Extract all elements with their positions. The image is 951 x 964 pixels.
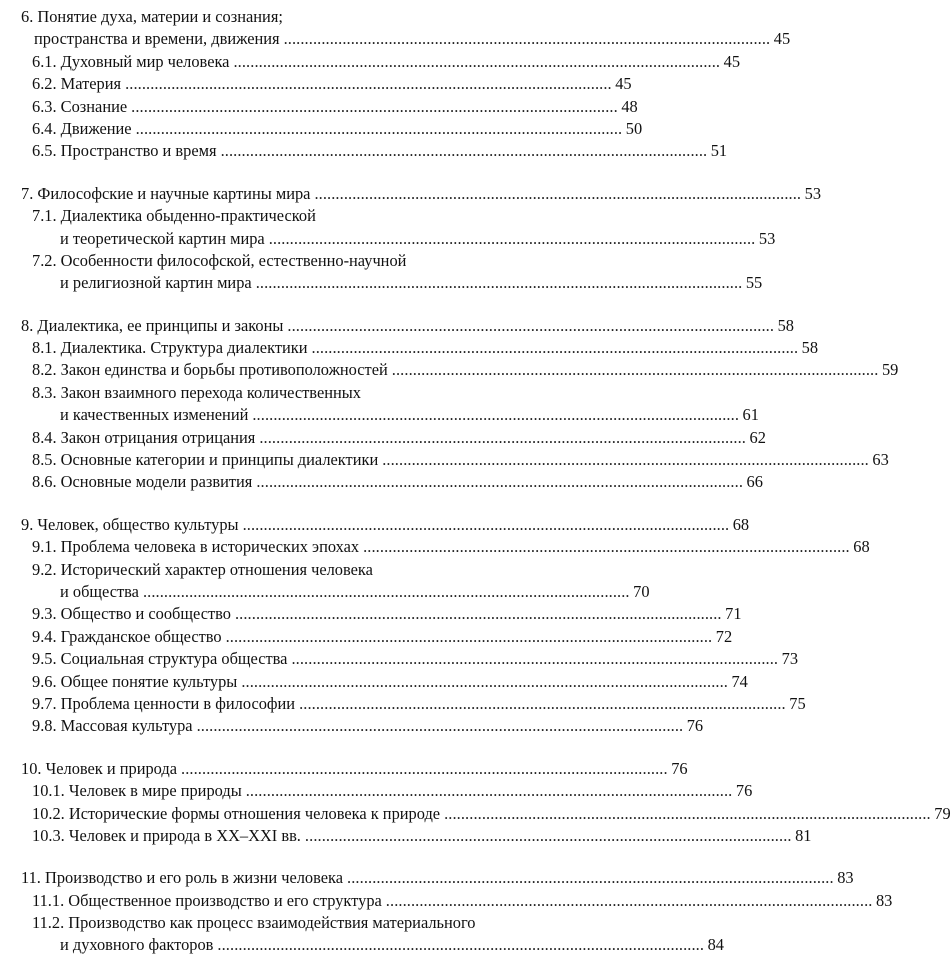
dot-leader (252, 404, 737, 426)
subsection-title: 9.6. Общее понятие культуры (32, 671, 238, 691)
page-number: 48 (621, 96, 638, 116)
page-number: 66 (746, 472, 763, 492)
subsection-title: 10.3. Человек и природа в XX–XXI вв. (32, 825, 301, 845)
dot-leader (197, 715, 682, 737)
subsection-line (0, 780, 753, 802)
subsection-row (32, 536, 870, 558)
chapter-row (21, 514, 750, 536)
page-number: 50 (625, 118, 643, 138)
subsection-title: и религиозной картин мира (60, 273, 252, 293)
subsection-line (0, 715, 704, 737)
subsection-line (0, 118, 643, 140)
dot-leader (233, 51, 718, 73)
subsection-title: 10.2. Исторические формы отношения человека к природе (32, 803, 441, 823)
subsection-title: 8.1. Диалектика. Структура диалектики (32, 338, 308, 358)
dot-leader (256, 272, 741, 294)
dot-leader (131, 96, 616, 118)
page-number: 71 (725, 604, 742, 624)
subsection-title: 9.1. Проблема человека в исторических эпохах (32, 537, 360, 557)
toc-section (0, 6, 791, 163)
chapter-line (0, 758, 688, 780)
subsection-line (0, 912, 604, 934)
subsection-row (32, 51, 741, 73)
page-number: 59 (881, 360, 899, 380)
toc-section (0, 867, 893, 957)
chapter-row (21, 183, 822, 205)
dot-leader (386, 890, 871, 912)
subsection-row (32, 140, 728, 162)
dot-leader (181, 758, 666, 780)
page-number: 51 (710, 141, 728, 161)
subsection-row (32, 780, 753, 802)
subsection-title: и качественных изменений (60, 405, 249, 425)
dot-leader (382, 449, 867, 471)
subsection-line (0, 581, 650, 603)
subsection-title: 8.5. Основные категории и принципы диалектики (32, 450, 379, 470)
subsection-title: 9.5. Социальная структура общества (32, 649, 288, 669)
chapter-title: 11. Производство и его роль в жизни человека (21, 868, 344, 888)
toc-section (0, 315, 899, 494)
chapter-line (0, 867, 854, 889)
chapter-line (0, 183, 822, 205)
subsection-row (32, 825, 812, 847)
toc-section (0, 514, 870, 738)
page-number: 63 (872, 450, 889, 470)
subsection-row (32, 471, 763, 493)
subsection-row (32, 671, 748, 693)
subsection-line (0, 890, 893, 912)
dot-leader (284, 28, 769, 50)
page-number: 74 (731, 671, 748, 691)
page-number: 81 (795, 825, 812, 845)
subsection-row (60, 228, 776, 250)
subsection-line (0, 803, 951, 825)
chapter-line (0, 6, 604, 28)
subsection-title: 11.2. Производство как процесс взаимодействия материального (32, 913, 476, 933)
subsection-row (60, 272, 763, 294)
subsection-row (32, 73, 632, 95)
subsection-line (0, 648, 799, 670)
subsection-row (60, 404, 759, 426)
page-number: 72 (715, 626, 733, 646)
dot-leader (243, 514, 728, 536)
subsection-title: 8.2. Закон единства и борьбы противоположностей (32, 360, 388, 380)
subsection-title: 11.1. Общественное производство и его структура (32, 890, 382, 910)
dot-leader (347, 867, 832, 889)
subsection-row (32, 118, 643, 140)
table-of-contents (0, 6, 951, 957)
page-number: 53 (758, 228, 776, 248)
dot-leader (287, 315, 772, 337)
chapter-title: 10. Человек и природа (21, 758, 178, 778)
page-number: 84 (707, 935, 724, 955)
subsection-line (0, 272, 763, 294)
page-number: 58 (777, 315, 794, 335)
dot-leader (246, 780, 731, 802)
chapter-title: пространства и времени, движения (34, 29, 280, 49)
dot-leader (136, 118, 621, 140)
dot-leader (314, 183, 799, 205)
page-number: 76 (735, 781, 753, 801)
dot-leader (226, 626, 711, 648)
subsection-line (0, 559, 604, 581)
subsection-row (60, 934, 724, 956)
page-number: 76 (686, 716, 704, 736)
subsection-line (0, 603, 742, 625)
page-number: 70 (633, 581, 650, 601)
subsection-line (0, 693, 806, 715)
subsection-line (0, 404, 759, 426)
page-number: 55 (745, 273, 763, 293)
chapter-line (0, 315, 794, 337)
dot-leader (217, 934, 702, 956)
dot-leader (444, 803, 929, 825)
subsection-row (32, 890, 893, 912)
page-number: 83 (837, 868, 854, 888)
subsection-title: 6.2. Материя (32, 74, 122, 94)
page-number: 83 (875, 890, 893, 910)
subsection-row (32, 427, 766, 449)
subsection-line (0, 471, 763, 493)
toc-section (0, 758, 951, 848)
subsection-line (0, 250, 604, 272)
subsection-title: и общества (60, 581, 139, 601)
subsection-line (0, 536, 870, 558)
page-number: 73 (781, 649, 799, 669)
page-number: 61 (742, 405, 759, 425)
subsection-line (0, 671, 748, 693)
subsection-line (0, 96, 638, 118)
toc-section (0, 183, 822, 295)
subsection-row (32, 96, 638, 118)
subsection-title: 6.3. Сознание (32, 96, 128, 116)
page-number: 45 (773, 29, 791, 49)
subsection-title: 9.8. Массовая культура (32, 716, 193, 736)
subsection-line (0, 934, 724, 956)
dot-leader (143, 581, 628, 603)
page-number: 75 (789, 693, 806, 713)
subsection-row (60, 581, 650, 603)
subsection-title: 8.3. Закон взаимного перехода количественных (32, 382, 361, 402)
page-number: 45 (723, 51, 741, 71)
subsection-row (32, 693, 806, 715)
page-number: 53 (804, 183, 822, 203)
subsection-line (0, 337, 819, 359)
chapter-row (21, 867, 854, 889)
dot-leader (125, 73, 610, 95)
dot-leader (256, 471, 741, 493)
page-number: 62 (749, 427, 766, 447)
subsection-line (0, 382, 604, 404)
subsection-row (32, 715, 704, 737)
subsection-line (0, 73, 632, 95)
subsection-line (0, 359, 899, 381)
subsection-row (32, 648, 799, 670)
dot-leader (269, 228, 754, 250)
subsection-title: 7.1. Диалектика обыденно-практической (32, 206, 316, 226)
subsection-title: 10.1. Человек в мире природы (32, 781, 242, 801)
page-number: 68 (853, 537, 870, 557)
subsection-row (32, 449, 889, 471)
subsection-row (32, 803, 951, 825)
dot-leader (299, 693, 784, 715)
subsection-title: 7.2. Особенности философской, естественно-научной (32, 250, 407, 270)
subsection-title: 6.5. Пространство и время (32, 141, 217, 161)
dot-leader (305, 825, 790, 847)
subsection-title: 9.4. Гражданское общество (32, 626, 222, 646)
subsection-line (0, 825, 812, 847)
subsection-line (0, 140, 728, 162)
subsection-title: и духовного факторов (60, 935, 214, 955)
subsection-line (0, 51, 741, 73)
subsection-title: 8.6. Основные модели развития (32, 472, 253, 492)
page-number: 45 (615, 74, 632, 94)
subsection-title: 9.2. Исторический характер отношения человека (32, 559, 373, 579)
dot-leader (259, 427, 744, 449)
chapter-line (0, 514, 750, 536)
subsection-line (0, 626, 733, 648)
chapter-row (21, 315, 794, 337)
subsection-row (32, 337, 819, 359)
subsection-title: 6.4. Движение (32, 118, 132, 138)
subsection-line (0, 205, 604, 227)
subsection-title: 6.1. Духовный мир человека (32, 51, 230, 71)
dot-leader (235, 603, 720, 625)
chapter-row (34, 28, 791, 50)
page-number: 79 (934, 803, 951, 823)
chapter-title: 9. Человек, общество культуры (21, 514, 239, 534)
dot-leader (312, 337, 797, 359)
dot-leader (363, 536, 848, 558)
subsection-title: и теоретической картин мира (60, 228, 265, 248)
chapter-title: 8. Диалектика, ее принципы и законы (21, 315, 284, 335)
dot-leader (291, 648, 776, 670)
dot-leader (241, 671, 726, 693)
chapter-title: 7. Философские и научные картины мира (21, 183, 311, 203)
subsection-row (32, 359, 899, 381)
chapter-row (21, 758, 688, 780)
page-number: 68 (732, 514, 750, 534)
subsection-row (32, 626, 733, 648)
subsection-line (0, 449, 889, 471)
page-number: 58 (801, 338, 819, 358)
chapter-line (0, 28, 791, 50)
subsection-line (0, 427, 766, 449)
subsection-line (0, 228, 776, 250)
dot-leader (392, 359, 877, 381)
subsection-row (32, 603, 742, 625)
page-number: 76 (671, 758, 688, 778)
subsection-title: 8.4. Закон отрицания отрицания (32, 427, 256, 447)
dot-leader (221, 140, 706, 162)
chapter-title: 6. Понятие духа, материи и сознания; (21, 7, 283, 26)
subsection-title: 9.3. Общество и сообщество (32, 604, 231, 624)
subsection-title: 9.7. Проблема ценности в философии (32, 693, 296, 713)
